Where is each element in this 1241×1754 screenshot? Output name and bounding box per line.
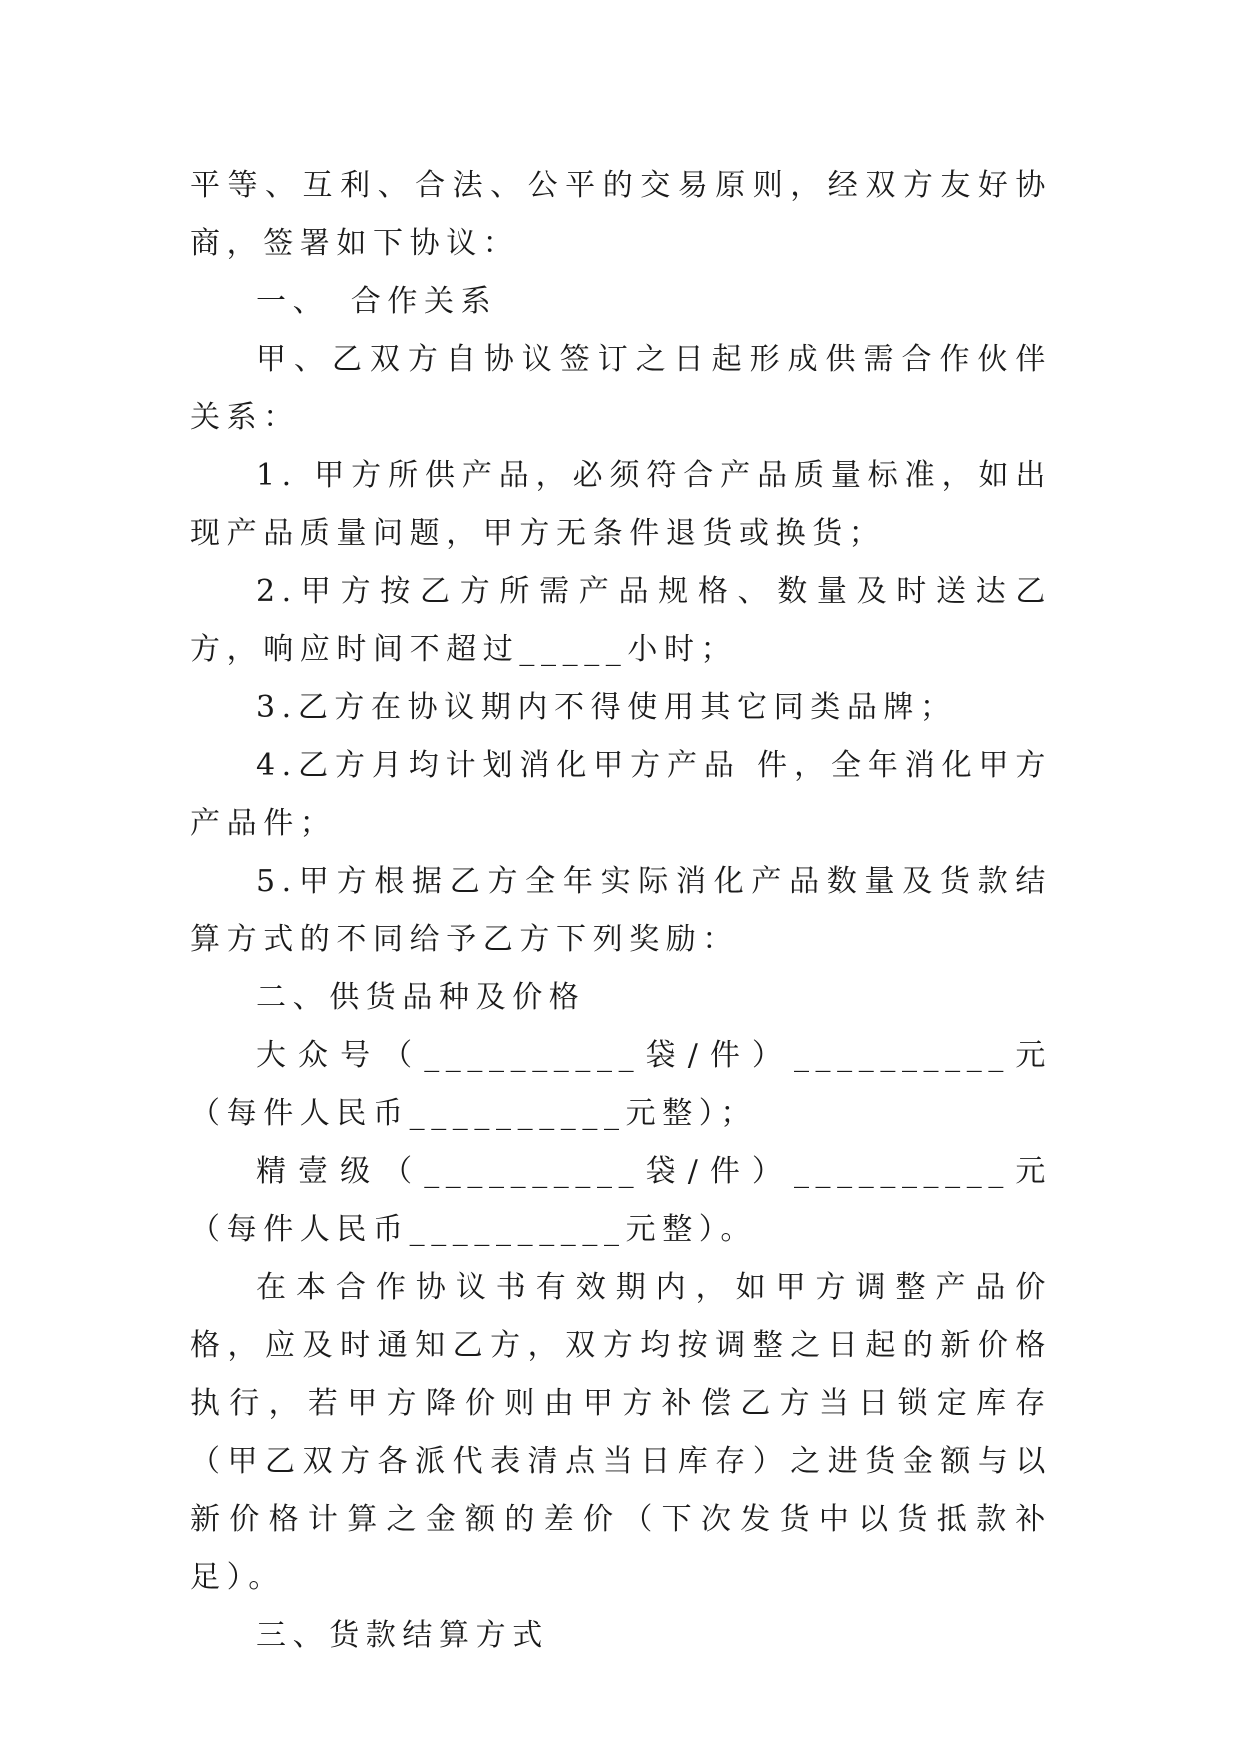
paragraph-price-adjustment: 在本合作协议书有效期内，如甲方调整产品价格，应及时通知乙方，双方均按调整之日起的新价格执行，若甲方降价则由甲方补偿乙方当日锁定库存（甲乙双方各派代表清点当日库存）之进货金额与以新价格计算之金额的差价（下次发货中以货抵款补足）。: [190, 1270, 1052, 1595]
section-heading-cooperation: 一、 合作关系: [256, 284, 498, 319]
clause-1-quality: 1. 甲方所供产品，必须符合产品质量标准，如出现产品质量问题，甲方无条件退货或换货；: [190, 458, 1052, 551]
clause-5-rewards: 5.甲方根据乙方全年实际消化产品数量及货款结算方式的不同给予乙方下列奖励：: [190, 864, 1052, 957]
section-heading-products: 二、供货品种及价格: [256, 980, 586, 1015]
paragraph-partnership: 甲、乙双方自协议签订之日起形成供需合作伙伴关系：: [190, 342, 1052, 435]
clause-4-volume: 4.乙方月均计划消化甲方产品 件，全年消化甲方产品件；: [190, 748, 1052, 841]
clause-2-delivery: 2.甲方按乙方所需产品规格、数量及时送达乙方，响应时间不超过_____小时；: [190, 574, 1052, 667]
price-line-jingyiji: 精壹级（__________袋/件）__________元（每件人民币__________元整）。: [190, 1154, 1052, 1247]
clause-3-exclusivity: 3.乙方在协议期内不得使用其它同类品牌；: [256, 690, 957, 725]
paragraph-intro: 平等、互利、合法、公平的交易原则，经双方友好协商，签署如下协议：: [190, 168, 1052, 261]
section-heading-settlement: 三、货款结算方式: [256, 1618, 549, 1653]
price-line-dazhonghao: 大众号（__________袋/件）__________元（每件人民币__________元整）；: [190, 1038, 1052, 1131]
document-body: [190, 157, 1052, 1665]
